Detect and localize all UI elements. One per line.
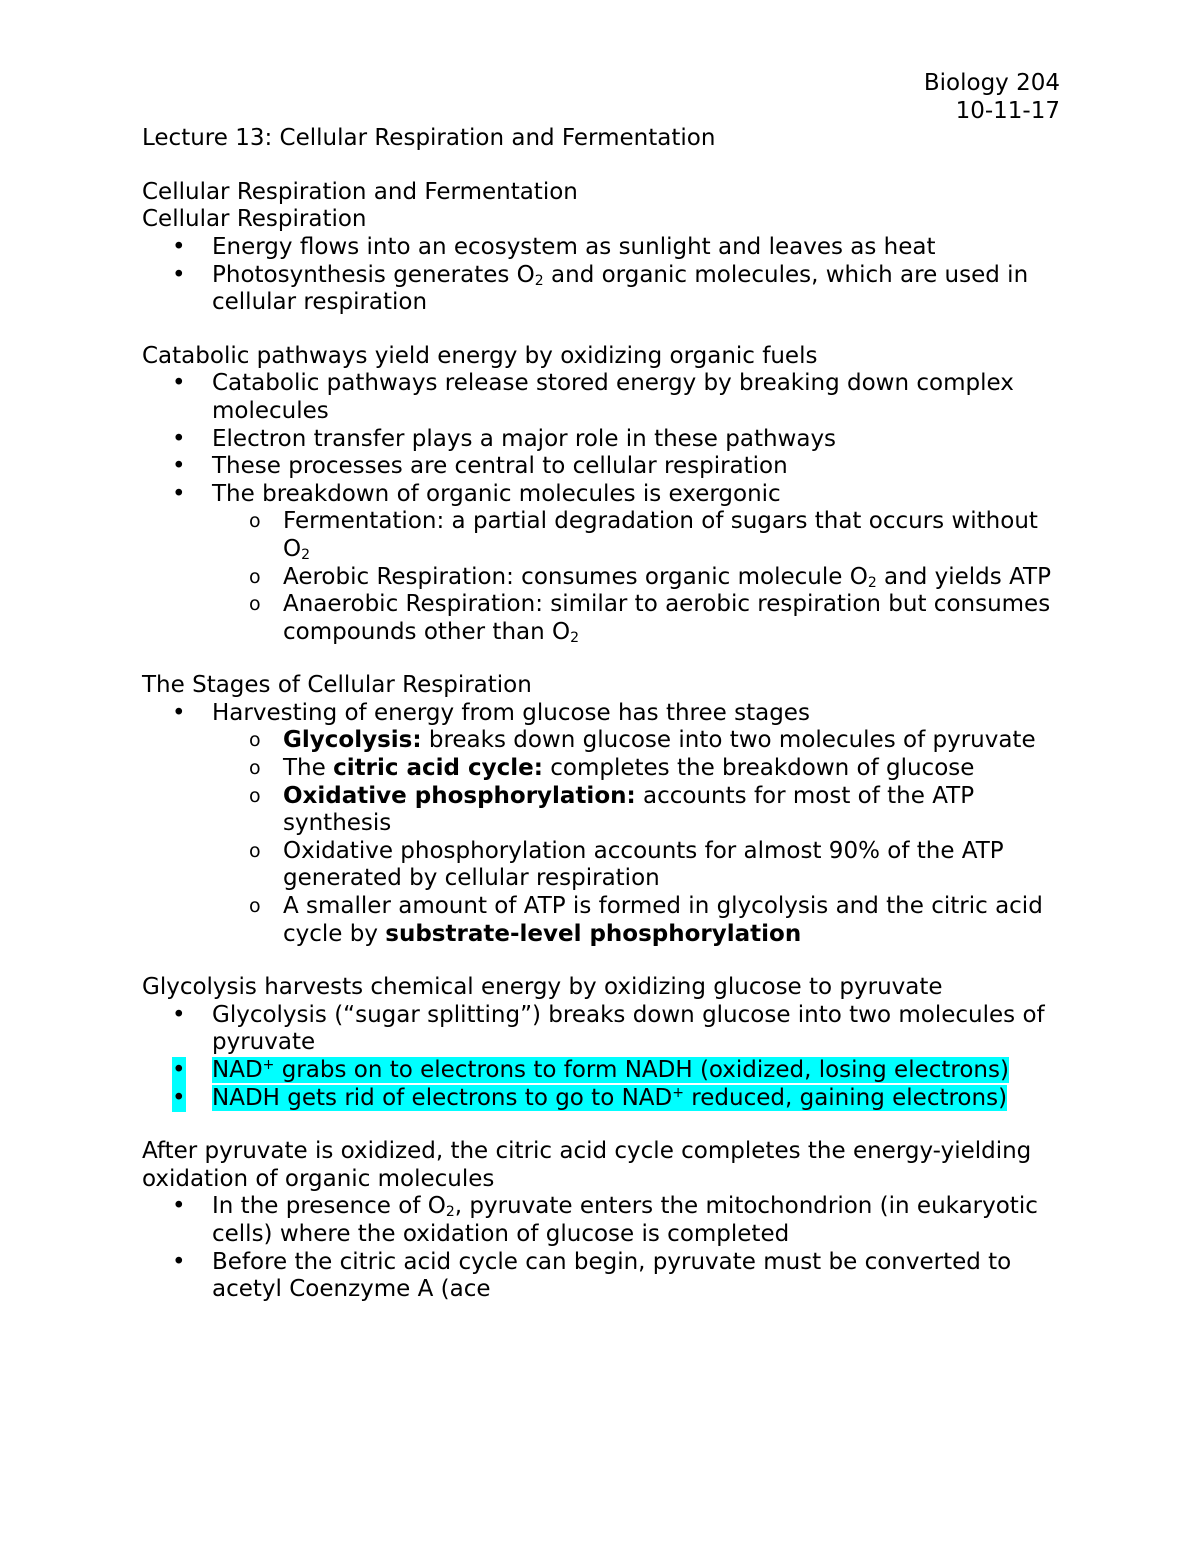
sub-list-item: o The citric acid cycle: completes the breakdown of glucose	[249, 755, 975, 782]
sub-bullet-list	[142, 508, 1060, 646]
circle-bullet-icon: o	[249, 784, 261, 807]
sub-list-item: o Oxidative phosphorylation: accounts for most of the ATP synthesis	[249, 782, 975, 837]
sub-list-item: o Oxidative phosphorylation accounts for almost 90% of the ATP generated by cellular respiration	[249, 837, 1004, 892]
bullet-icon: •	[172, 1084, 186, 1111]
highlighted-text: NADH gets rid of electrons to go to NAD+ reduced, gaining electrons)	[212, 1084, 1008, 1111]
lecture-date: 10-11-17	[955, 97, 1060, 124]
sub-list-item: o Anaerobic Respiration: similar to aerobic respiration but consumes compounds other than $O_2$	[249, 591, 1051, 646]
circle-bullet-icon: o	[249, 895, 261, 918]
bullet-icon: •	[172, 480, 186, 507]
circle-bullet-icon: o	[249, 757, 261, 780]
sub-list-item: o A smaller amount of ATP is formed in glycolysis and the citric acid cycle by substrate-level phosphorylation	[249, 893, 1043, 947]
list-item: • Harvesting of energy from glucose has three stages	[172, 699, 810, 726]
list-item: • The breakdown of organic molecules is exergonic	[172, 480, 781, 507]
bullet-list	[142, 1002, 1060, 1112]
sub-bullet-list	[142, 727, 1060, 948]
circle-bullet-icon: o	[249, 729, 261, 752]
list-item: • Before the citric acid cycle can begin, pyruvate must be converted to acetyl Coenzyme A (ace	[172, 1248, 1012, 1303]
list-item: • These processes are central to cellular respiration	[172, 453, 788, 480]
header	[142, 70, 1060, 125]
circle-bullet-icon: o	[249, 839, 261, 862]
section-heading: Glycolysis harvests chemical energy by oxidizing glucose to pyruvate	[142, 974, 943, 1001]
sub-list-item: o Fermentation: a partial degradation of sugars that occurs without $O_2$	[249, 508, 1038, 563]
section-heading: The Stages of Cellular Respiration	[142, 672, 532, 699]
list-item: • In the presence of $O_2$, pyruvate enters the mitochondrion (in eukaryotic cells) where the oxidation of glucose is completed	[172, 1193, 1038, 1247]
circle-bullet-icon: o	[249, 565, 261, 588]
bullet-icon: •	[172, 425, 186, 452]
sub-list-item: o Glycolysis: breaks down glucose into two molecules of pyruvate	[249, 727, 1036, 754]
list-item: • Energy flows into an ecosystem as sunlight and leaves as heat	[172, 233, 936, 260]
section-heading: After pyruvate is oxidized, the citric acid cycle completes the energy-yielding oxidation of organic molecules	[142, 1138, 1032, 1192]
bullet-icon: •	[172, 370, 186, 397]
document-page	[142, 70, 1060, 1304]
highlighted-text: NAD+ grabs on to electrons to form NADH (oxidized, losing electrons)	[212, 1057, 1009, 1083]
list-item: • Catabolic pathways release stored energy by breaking down complex molecules	[172, 370, 1014, 424]
bullet-list	[142, 1193, 1060, 1303]
bullet-icon: •	[172, 261, 186, 288]
sub-list-item: o Aerobic Respiration: consumes organic molecule $O_2$ and yields ATP	[249, 563, 1051, 591]
highlighted-list-item	[142, 1057, 1060, 1085]
list-item: • Photosynthesis generates $O_2$ and organic molecules, which are used in cellular respiration	[172, 261, 1029, 316]
section-heading: Catabolic pathways yield energy by oxidizing organic fuels	[142, 342, 818, 369]
bullet-list	[142, 700, 1060, 728]
lecture-title: Lecture 13: Cellular Respiration and Fermentation	[142, 125, 716, 152]
bullet-icon: •	[172, 233, 186, 260]
bullet-icon: •	[172, 453, 186, 480]
bullet-icon: •	[172, 1001, 186, 1028]
bullet-list	[142, 370, 1060, 508]
section-heading: Cellular Respiration and Fermentation	[142, 178, 578, 205]
bullet-icon: •	[172, 1057, 186, 1083]
bullet-icon: •	[172, 1193, 186, 1220]
circle-bullet-icon: o	[249, 510, 261, 533]
bullet-icon: •	[172, 699, 186, 726]
circle-bullet-icon: o	[249, 593, 261, 616]
course-name: Biology 204	[923, 70, 1060, 96]
bullet-list	[142, 234, 1060, 317]
highlighted-list-item	[142, 1085, 1060, 1113]
bullet-icon: •	[172, 1248, 186, 1275]
list-item: • Electron transfer plays a major role in these pathways	[172, 425, 837, 452]
section-subheading: Cellular Respiration	[142, 206, 367, 233]
list-item: • Glycolysis (“sugar splitting”) breaks down glucose into two molecules of pyruvate	[172, 1001, 1045, 1056]
